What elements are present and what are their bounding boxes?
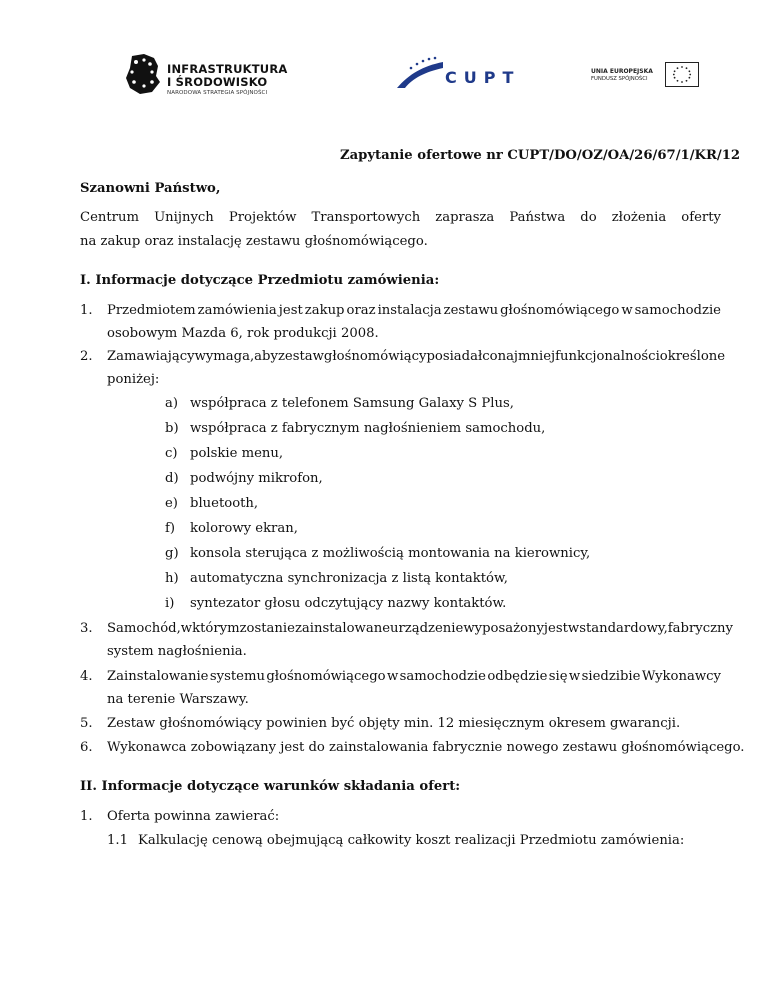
item-word: jest: [543, 621, 568, 636]
item-word: co: [482, 349, 498, 364]
logo-is-line2: I ŚRODOWISKO: [167, 75, 268, 89]
item-word: Wykonawcy: [641, 669, 721, 684]
section2-item1-text: Oferta powinna zawierać:: [107, 809, 280, 824]
list-item: bluetooth,: [190, 496, 259, 511]
logo-eu-line1: UNIA EUROPEJSKA: [591, 68, 653, 75]
intro-word: Państwa: [509, 210, 566, 225]
item-word: w: [621, 303, 633, 318]
item-word: Zainstalowanie: [107, 669, 209, 684]
intro-word: oferty: [681, 210, 721, 225]
section1-item5-text: Zestaw głośnomówiący powinien być objęty min. 12 miesięcznym okresem gwarancji.: [107, 716, 681, 731]
item-word: siedzibie: [581, 669, 641, 684]
list-item: polskie menu,: [190, 446, 284, 461]
section2-heading: II. Informacje dotyczące warunków składania ofert:: [80, 779, 461, 794]
poland-map-icon: [122, 52, 162, 96]
item-word: zestawu: [443, 303, 499, 318]
section1-item5-number: 5.: [80, 716, 93, 731]
section1-item2-line2: poniżej:: [107, 372, 160, 387]
section2-item11-number: 1.1: [107, 833, 128, 848]
section1-item4-line1: [107, 668, 721, 685]
logo-is-line3: NARODOWA STRATEGIA SPÓJNOŚCI: [167, 90, 268, 96]
intro-word: Unijnych: [154, 210, 214, 225]
document-title: Zapytanie ofertowe nr CUPT/DO/OZ/OA/26/67/1/KR/12: [340, 148, 741, 163]
section1-item6-text: Wykonawca zobowiązany jest do zainstalowania fabrycznie nowego zestawu głośnomówiącego.: [107, 740, 745, 755]
item-word: głośnomówiący: [323, 349, 427, 364]
item-word: określone: [659, 349, 726, 364]
list-item: podwójny mikrofon,: [190, 471, 323, 486]
item-word: wyposażony: [463, 621, 544, 636]
section1-item3-line2: system nagłośnienia.: [107, 644, 247, 659]
item-word: którym: [192, 621, 240, 636]
item-word: zainstalowane: [294, 621, 390, 636]
item-word: fabryczny: [667, 621, 733, 636]
item-word: funkcjonalności: [555, 349, 660, 364]
item-word: standardowy,: [579, 621, 668, 636]
list-marker: b): [165, 421, 179, 436]
list-item: konsola sterująca z możliwością montowania na kierownicy,: [190, 546, 591, 561]
section1-item4-line2: na terenie Warszawy.: [107, 692, 249, 707]
list-marker: d): [165, 471, 179, 486]
item-word: w: [386, 669, 399, 684]
logo-eu-line2: FUNDUSZ SPÓJNOŚCI: [591, 76, 648, 82]
intro-line1: [80, 209, 721, 226]
item-word: Przedmiotem: [107, 303, 196, 318]
item-word: systemu: [209, 669, 265, 684]
greeting: Szanowni Państwo,: [80, 181, 221, 196]
item-word: urządzenie: [390, 621, 464, 636]
item-word: wymaga,: [194, 349, 255, 364]
item-word: aby: [254, 349, 278, 364]
section1-item1-line2: osobowym Mazda 6, rok produkcji 2008.: [107, 326, 379, 341]
intro-word: Centrum: [80, 210, 139, 225]
item-word: posiadał: [426, 349, 483, 364]
list-marker: f): [165, 521, 176, 536]
item-word: się: [548, 669, 568, 684]
section1-item2-line1: [107, 348, 726, 365]
item-word: oraz: [346, 303, 376, 318]
list-item: automatyczna synchronizacja z listą kontaktów,: [190, 571, 508, 586]
intro-word: Projektów: [228, 210, 297, 225]
list-item: współpraca z telefonem Samsung Galaxy S Plus,: [190, 396, 514, 411]
list-marker: h): [165, 571, 179, 586]
intro-word: zaprasza: [435, 210, 495, 225]
item-word: w: [568, 669, 581, 684]
item-word: zakup: [304, 303, 345, 318]
item-word: zestaw: [277, 349, 324, 364]
item-word: odbędzie: [487, 669, 548, 684]
list-item: współpraca z fabrycznym nagłośnieniem samochodu,: [190, 421, 546, 436]
section2-item1-number: 1.: [80, 809, 93, 824]
list-marker: i): [165, 596, 175, 611]
list-item: syntezator głosu odczytujący nazwy kontaktów.: [190, 596, 507, 611]
item-word: samochodzie: [399, 669, 486, 684]
item-word: samochodzie: [634, 303, 721, 318]
section2-item11-text: Kalkulację cenową obejmującą całkowity koszt realizacji Przedmiotu zamówienia:: [138, 833, 685, 848]
item-word: zostanie: [239, 621, 295, 636]
section1-item1-number: 1.: [80, 303, 93, 318]
item-word: najmniej: [497, 349, 556, 364]
intro-word: do: [580, 210, 597, 225]
list-marker: a): [165, 396, 179, 411]
item-word: Samochód,: [107, 621, 181, 636]
logo-is-line1: INFRASTRUKTURA: [167, 62, 288, 76]
item-word: w: [567, 621, 580, 636]
item-word: instalacja: [377, 303, 442, 318]
item-word: zamówienia: [197, 303, 277, 318]
list-marker: g): [165, 546, 179, 561]
section1-item2-number: 2.: [80, 349, 93, 364]
cupt-road-icon: [395, 56, 445, 92]
eu-cohesion-fund-logo: [591, 62, 711, 88]
section1-heading: I. Informacje dotyczące Przedmiotu zamówienia:: [80, 273, 440, 288]
cupt-logo: [395, 56, 521, 92]
intro-word: złożenia: [611, 210, 667, 225]
cupt-logo-text: CUPT: [445, 68, 521, 87]
infrastruktura-srodowisko-logo: [122, 50, 292, 102]
section1-item3-line1: [107, 620, 733, 637]
item-word: jest: [278, 303, 303, 318]
list-marker: e): [165, 496, 178, 511]
item-word: głośnomówiącego: [500, 303, 620, 318]
item-word: głośnomówiącego: [266, 669, 386, 684]
list-item: kolorowy ekran,: [190, 521, 298, 536]
intro-word: Transportowych: [311, 210, 421, 225]
item-word: w: [180, 621, 193, 636]
section1-item6-number: 6.: [80, 740, 93, 755]
section1-item3-number: 3.: [80, 621, 93, 636]
section1-item1-line1: [107, 302, 721, 319]
eu-flag-icon: [665, 62, 699, 87]
intro-line2: na zakup oraz instalację zestawu głośnomówiącego.: [80, 234, 428, 249]
section1-item4-number: 4.: [80, 669, 93, 684]
list-marker: c): [165, 446, 178, 461]
item-word: Zamawiający: [107, 349, 195, 364]
